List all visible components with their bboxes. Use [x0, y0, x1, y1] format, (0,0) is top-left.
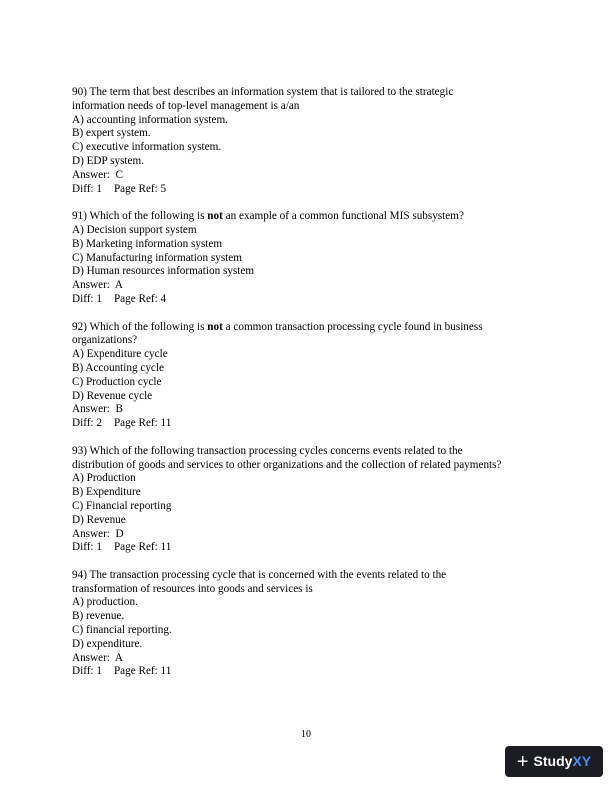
answer: Answer: A: [72, 651, 123, 664]
answer: Answer: B: [72, 403, 123, 416]
option-b: B) Expenditure: [72, 486, 141, 499]
answer: Answer: D: [72, 527, 124, 540]
page-ref: Page Ref: 11: [113, 541, 172, 554]
option-b: B) expert system.: [72, 127, 151, 140]
logo-text-study: Study: [533, 752, 573, 769]
question-stem: 94) The transaction processing cycle that is concerned with the events related to the: [72, 568, 447, 581]
option-a: A) Decision support system: [72, 223, 197, 236]
answer: Answer: C: [72, 168, 123, 181]
question-93: [72, 445, 542, 555]
difficulty: Diff: 2: [72, 417, 102, 430]
option-c: C) Manufacturing information system: [72, 251, 242, 264]
question-94: [72, 569, 542, 679]
page-ref: Page Ref: 4: [113, 292, 167, 305]
logo-text-xy: XY: [572, 752, 592, 769]
stem-text: an example of a common functional MIS subsystem?: [222, 210, 464, 223]
option-d: D) expenditure.: [72, 637, 143, 650]
plus-icon: +: [516, 750, 529, 773]
question-stem: transformation of resources into goods and services is: [72, 582, 313, 595]
option-d: D) Revenue cycle: [72, 389, 153, 402]
question-90: [72, 86, 542, 196]
difficulty: Diff: 1: [72, 541, 102, 554]
difficulty-page-ref: [72, 417, 542, 431]
option-d: D) Revenue: [72, 513, 126, 526]
answer: Answer: A: [72, 279, 123, 292]
option-c: C) Production cycle: [72, 375, 162, 388]
page-ref: Page Ref: 5: [113, 182, 167, 195]
difficulty-page-ref: [72, 293, 542, 307]
stem-emphasis: not: [207, 320, 223, 333]
option-c: C) Financial reporting: [72, 499, 172, 512]
page-number: 10: [301, 729, 311, 740]
page-ref: Page Ref: 11: [113, 417, 172, 430]
question-stem: organizations?: [72, 334, 138, 347]
question-stem: 90) The term that best describes an information system that is tailored to the strategic: [72, 86, 454, 98]
option-b: B) Marketing information system: [72, 237, 223, 250]
page-ref: Page Ref: 11: [113, 665, 172, 678]
option-a: A) Expenditure cycle: [72, 348, 168, 361]
option-c: C) executive information system.: [72, 141, 222, 154]
option-b: B) revenue.: [72, 610, 125, 623]
question-stem: information needs of top-level management is a/an: [72, 99, 300, 112]
difficulty-page-ref: [72, 665, 542, 679]
option-c: C) financial reporting.: [72, 624, 172, 637]
option-a: A) accounting information system.: [72, 113, 228, 126]
option-a: A) Production: [72, 472, 136, 485]
stem-emphasis: not: [207, 210, 223, 223]
stem-text: a common transaction processing cycle found in business: [222, 320, 483, 333]
option-a: A) production.: [72, 596, 138, 609]
stem-text: 92) Which of the following is: [72, 320, 208, 333]
question-stem: [72, 321, 542, 335]
option-d: D) Human resources information system: [72, 265, 255, 278]
difficulty: Diff: 1: [72, 665, 102, 678]
difficulty: Diff: 1: [72, 292, 102, 305]
question-91: [72, 210, 542, 307]
difficulty-page-ref: [72, 183, 542, 197]
question-stem: distribution of goods and services to other organizations and the collection of related payments?: [72, 458, 502, 471]
option-b: B) Accounting cycle: [72, 361, 164, 374]
option-d: D) EDP system.: [72, 154, 144, 167]
question-92: [72, 321, 542, 431]
difficulty: Diff: 1: [72, 182, 102, 195]
document-body: [72, 86, 542, 693]
stem-text: 91) Which of the following is: [72, 210, 208, 223]
question-stem: [72, 210, 542, 224]
question-stem: 93) Which of the following transaction processing cycles concerns events related to the: [72, 444, 463, 457]
difficulty-page-ref: [72, 541, 542, 555]
studyxy-logo[interactable]: [505, 746, 603, 777]
